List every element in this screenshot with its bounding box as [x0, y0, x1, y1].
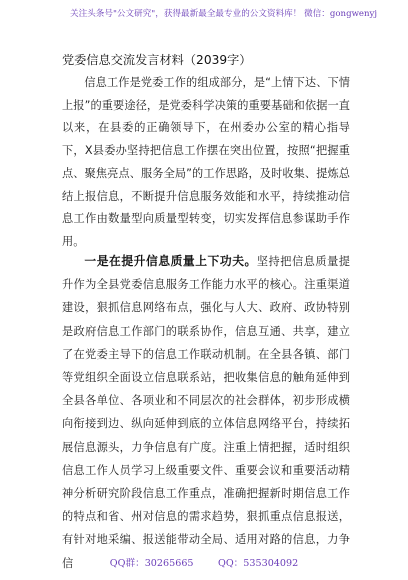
qq-label: QQ： [217, 558, 244, 569]
qq-group-label: QQ群： [109, 558, 145, 569]
document-title: 党委信息交流发言材料（2039字） [62, 53, 252, 67]
paragraph-body: 坚持把信息质量提升作为全县党委信息服务工作能力水平的核心。注重渠道建设，狠抓信息网络布点，强化与人大、政府、政协特别是政府信息工作部门的联系协作，信息互通、共享，建立了在党委主导下的信息工作联动机制。在全县各镇、部门等党组织全面设立信息联系站，把收集信息的触角延伸到全县各单位、各项业和不同层次的社会群体，初步形成横向衔接到边、纵向延伸到底的立体信息网络平台，持续拓展信息源头，力争信息有广度。注重上情把握，适时组织信息工作人员学习上级重要文件、重要会议和重要活动精神分析研究阶段信息工作重点，准确把握新时期信息工作的特点和省、州对信息的需求趋势，狠抓重点信息报送，有针对地采编、报送能带动全局、适用对路的信息，力争信 [62, 255, 350, 570]
paragraph-intro: 信息工作是党委工作的组成部分，是“上情下达、下情上报”的重要途径，是党委科学决策的重要基础和依据一直以来，在县委的正确领导下，在州委办公室的精心指导下，X县委办坚持把信息工作摆在突出位置，按照“把握重点、聚焦亮点、服务全局”的工作思路，及时收集、提炼总结上报信息，不断提升信息服务效能和水平，持续推动信息工作由数量型向质量型转变，切实发挥信息参谋助手作用。 [62, 76, 350, 248]
qq-number: 535304092 [243, 558, 299, 569]
paragraph-quality [62, 250, 350, 575]
qq-group-number: 30265665 [144, 558, 194, 569]
header-note: 关注头条号"公文研究"，获得最新最全最专业的公文资料库！ 微信：gongwenyj [70, 9, 378, 19]
paragraph-lead-heading: 一是在提升信息质量上下功夫。 [84, 254, 257, 268]
footer-contact [0, 558, 408, 570]
